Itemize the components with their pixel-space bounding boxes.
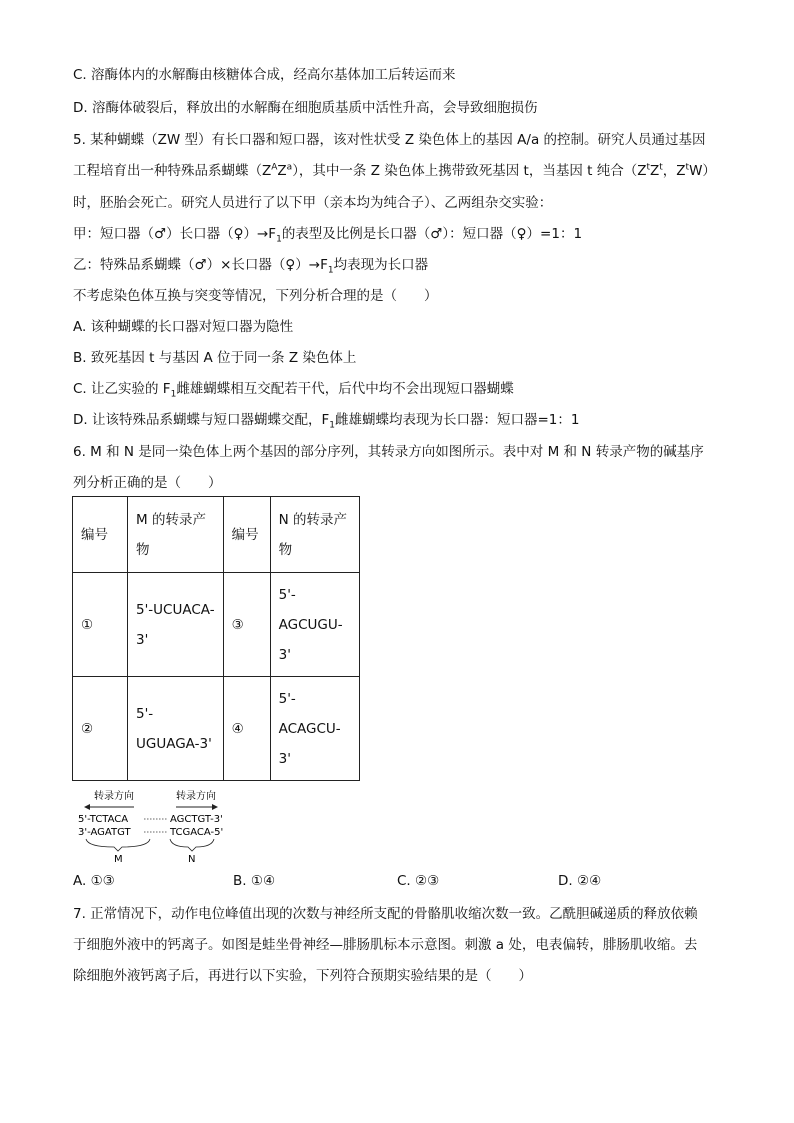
text: 5'-UCUACA-: [136, 601, 215, 618]
text: ACAGCU-: [278, 720, 341, 737]
brace-n-icon: [170, 839, 214, 851]
text: ③: [231, 616, 244, 633]
text: 雌雄蝴蝶相互交配若干代，后代中均不会出现短口器蝴蝶: [176, 381, 514, 397]
text: 3': [278, 646, 291, 663]
option-a-q5: A. 该种蝴蝶的长口器对短口器为隐性: [73, 319, 294, 335]
label-n: N: [188, 854, 196, 863]
text: 乙：特殊品系蝴蝶（♂）×长口器（♀）→F: [73, 257, 328, 273]
text: 的表型及比例是长口器（♂）：短口器（♀）=1：1: [281, 226, 583, 242]
header-n-product: [270, 497, 359, 573]
cell: [270, 677, 359, 781]
text: 5'-: [278, 690, 296, 707]
table-row: [73, 677, 360, 781]
cell: [73, 573, 128, 677]
question-7-line-1: 7. 正常情况下，动作电位峰值出现的次数与神经所支配的骨骼肌收缩次数一致。乙酰胆碱递质的释放依赖: [73, 906, 698, 922]
sup: A: [271, 162, 278, 173]
sub: 1: [276, 234, 282, 245]
question-7-line-3: 除细胞外液钙离子后，再进行以下实验，下列符合预期实验结果的是（ ）: [73, 968, 532, 984]
m-top-strand: 5'-TCTACA: [78, 814, 129, 825]
text: 编号: [231, 526, 259, 543]
label-m: M: [114, 854, 123, 863]
sup: t: [659, 162, 663, 173]
n-top-strand: AGCTGT-3': [170, 814, 223, 825]
gene-sequence-diagram: [78, 787, 248, 863]
text: ，Z: [662, 163, 686, 179]
text: 物: [278, 541, 293, 558]
sub: 1: [170, 389, 177, 400]
text: C. 让乙实验的 F: [73, 381, 171, 397]
m-bottom-strand: 3'-AGATGT: [78, 827, 131, 838]
table-row: [73, 573, 360, 677]
question-6-line-1: 6. M 和 N 是同一染色体上两个基因的部分序列，其转录方向如图所示。表中对 M 和 N 转录产物的碱基序: [73, 444, 704, 460]
text: 均表现为长口器: [333, 257, 429, 273]
header-m-product: [128, 497, 224, 573]
sub: 1: [327, 265, 334, 276]
text: UGUAGA-3': [136, 735, 212, 752]
option-b-q6: B. ①④: [233, 873, 276, 889]
transcription-direction-label-m: 转录方向: [94, 791, 134, 802]
option-a-q6: A. ①③: [73, 873, 115, 889]
header-number-n: [223, 497, 270, 573]
question-7-line-2: 于细胞外液中的钙离子。如图是蛙坐骨神经—腓肠肌标本示意图。刺激 a 处，电表偏转，腓肠肌收缩。去: [73, 937, 698, 953]
transcription-direction-label-n: 转录方向: [176, 791, 216, 802]
text: M 的转录产: [136, 511, 206, 528]
question-5-line-3: 时，胚胎会死亡。研究人员进行了以下甲（亲本均为纯合子）、乙两组杂交实验：: [73, 195, 553, 211]
text: Z: [277, 163, 287, 179]
cell: [128, 677, 224, 781]
cell: [128, 573, 224, 677]
text: W）: [689, 163, 716, 179]
cross-yi: [73, 256, 428, 274]
text: ），其中一条 Z 染色体上携带致死基因 t，当基因 t 纯合（Z: [292, 163, 647, 179]
sup: t: [685, 162, 690, 173]
arrow-right-head-icon: [212, 804, 218, 810]
cell: [223, 573, 270, 677]
transcript-table: [72, 496, 360, 781]
text: 物: [136, 541, 150, 558]
arrow-left-head-icon: [84, 804, 90, 810]
cell: [73, 677, 128, 781]
brace-m-icon: [86, 839, 150, 851]
option-d-q6: D. ②④: [558, 873, 602, 889]
text: Z: [650, 163, 660, 179]
text: ④: [231, 720, 244, 737]
sup: t: [646, 162, 651, 173]
text: AGCUGU-: [278, 616, 343, 633]
cell: [223, 677, 270, 781]
option-c-q4: C. 溶酶体内的水解酶由核糖体合成，经高尔基体加工后转运而来: [73, 67, 456, 83]
text: 工程培育出一种特殊品系蝴蝶（Z: [73, 163, 272, 179]
text: ①: [81, 616, 94, 633]
question-5-stem: 不考虑染色体互换与突变等情况，下列分析合理的是（ ）: [73, 288, 438, 304]
cross-jia: [73, 225, 582, 243]
text: D. 让该特殊品系蝴蝶与短口器蝴蝶交配，F: [73, 412, 330, 428]
option-d-q5: [73, 411, 579, 429]
text: 雌雄蝴蝶均表现为长口器：短口器=1：1: [334, 412, 580, 428]
text: ②: [81, 720, 94, 737]
cell: [270, 573, 359, 677]
question-6-line-2: 列分析正确的是（ ）: [73, 475, 222, 491]
sup: a: [286, 162, 293, 173]
text: 3': [278, 750, 291, 767]
text: 甲：短口器（♂）长口器（♀）→F: [73, 226, 277, 242]
n-bottom-strand: TCGACA-5': [170, 827, 224, 838]
sub: 1: [329, 420, 335, 431]
text: N 的转录产: [278, 511, 347, 528]
text: 5'-: [136, 705, 154, 722]
text: 编号: [81, 526, 108, 543]
option-c-q6: C. ②③: [397, 873, 440, 889]
question-5-line-1: 5. 某种蝴蝶（ZW 型）有长口器和短口器，该对性状受 Z 染色体上的基因 A/a 的控制。研究人员通过基因: [73, 132, 706, 148]
text: 5'-: [278, 586, 296, 603]
option-c-q5: [73, 380, 514, 398]
question-5-line-2: [73, 162, 716, 180]
table-header-row: [73, 497, 360, 573]
text: 3': [136, 631, 149, 648]
header-number-m: [73, 497, 128, 573]
option-b-q5: B. 致死基因 t 与基因 A 位于同一条 Z 染色体上: [73, 350, 357, 366]
option-d-q4: D. 溶酶体破裂后，释放出的水解酶在细胞质基质中活性升高，会导致细胞损伤: [73, 100, 538, 116]
